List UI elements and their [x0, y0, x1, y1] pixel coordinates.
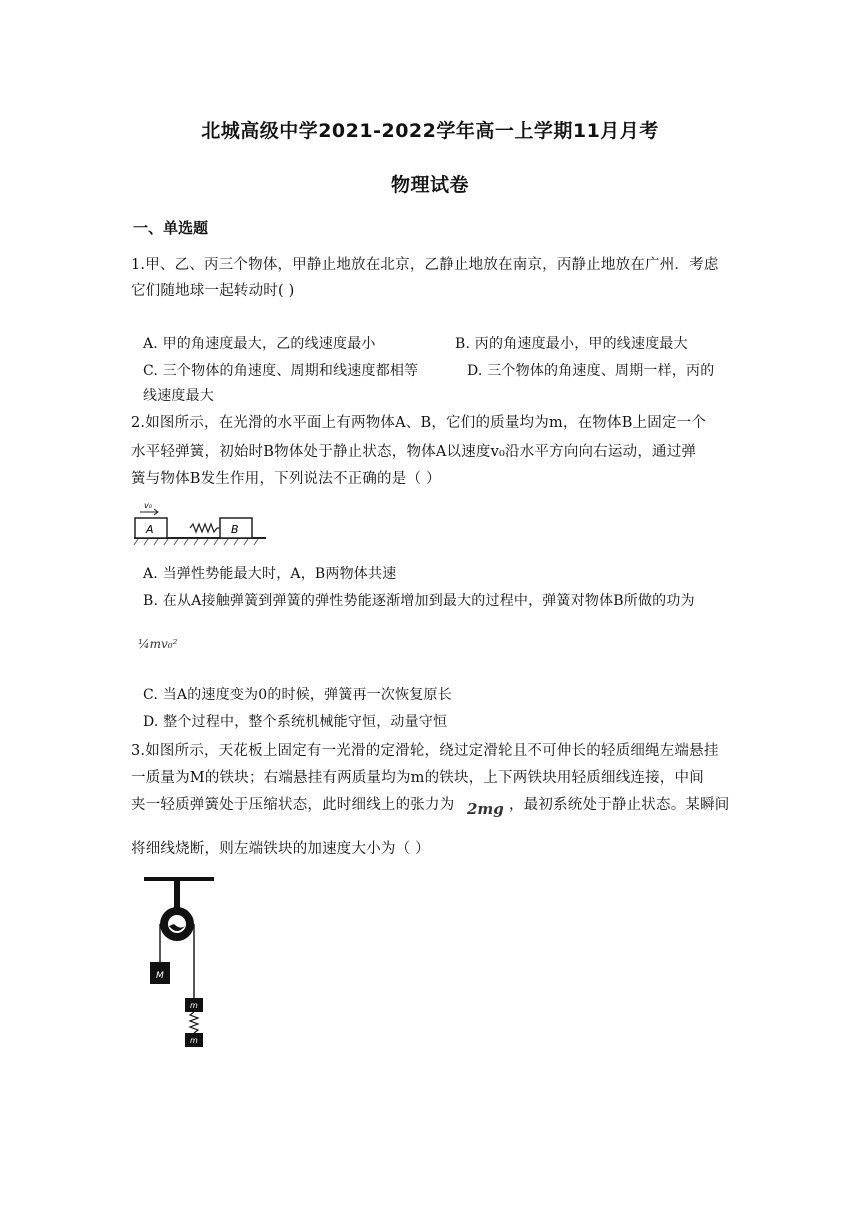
- q1-option-d: D. 三个物体的角速度、周期一样，丙的: [467, 363, 715, 379]
- q2-stem-line3: 簧与物体B发生作用，下列说法不正确的是（ ）: [131, 471, 441, 487]
- q3-figure-pulley: [138, 872, 228, 1054]
- ceiling: [144, 877, 214, 881]
- q2-stem-line1: 2.如图所示，在光滑的水平面上有两物体A、B，它们的质量均为m，在物体B上固定一个: [131, 415, 707, 431]
- q2-option-b-formula: ¼mv₀²: [138, 637, 178, 651]
- q1-option-d-cont: 线速度最大: [143, 388, 214, 404]
- q3-stem-line1: 3.如图所示，天花板上固定有一光滑的定滑轮，绕过定滑轮且不可伸长的轻质细绳左端悬挂: [131, 743, 719, 759]
- q3-stem-line3b: ，最初系统处于静止状态。某瞬间: [509, 797, 730, 813]
- q3-tension-formula: 2mg: [467, 800, 504, 818]
- q2-option-b: B. 在从A接触弹簧到弹簧的弹性势能逐渐增加到最大的过程中，弹簧对物体B所做的功为: [143, 593, 695, 609]
- exam-subtitle: 物理试卷: [390, 174, 469, 196]
- q1-option-c: C. 三个物体的角速度、周期和线速度都相等: [143, 363, 419, 379]
- q2-stem-line2: 水平轻弹簧，初始时B物体处于静止状态，物体A以速度v₀沿水平方向向右运动，通过弹: [131, 444, 697, 460]
- block-upper-m-label: m: [190, 1001, 198, 1010]
- block-big-m-label: M: [156, 971, 164, 981]
- spring: [190, 524, 217, 532]
- q1-stem-line1: 1.甲、乙、丙三个物体，甲静止地放在北京，乙静止地放在南京，丙静止地放在广州．考虑: [131, 257, 719, 273]
- q1-stem-line2: 它们随地球一起转动时( ): [131, 283, 295, 299]
- q2-figure-blocks-spring: [132, 500, 268, 546]
- q3-stem-line2: 一质量为M的铁块；右端悬挂有两质量均为m的铁块，上下两铁块用轻质细线连接，中间: [131, 770, 704, 786]
- q2-option-d: D. 整个过程中，整个系统机械能守恒，动量守恒: [143, 714, 448, 730]
- q3-stem-line3a: 夹一轻质弹簧处于压缩状态，此时细线上的张力为: [131, 797, 455, 813]
- q1-option-b: B. 丙的角速度最小，甲的线速度最大: [455, 336, 688, 352]
- q2-option-c: C. 当A的速度变为0的时候，弹簧再一次恢复原长: [143, 687, 452, 703]
- velocity-label: v₀: [144, 501, 152, 510]
- block-lower-m-label: m: [190, 1036, 198, 1045]
- block-b-label: B: [231, 523, 239, 536]
- q2-option-a: A. 当弹性势能最大时，A，B两物体共速: [143, 566, 397, 582]
- block-a-label: A: [146, 523, 154, 536]
- spring: [190, 1012, 198, 1033]
- q1-option-a: A. 甲的角速度最大，乙的线速度最小: [143, 336, 376, 352]
- section-heading: 一、单选题: [133, 219, 209, 237]
- q3-stem-line4: 将细线烧断，则左端铁块的加速度大小为（ ）: [131, 841, 430, 857]
- exam-title: 北城高级中学2021-2022学年高一上学期11月月考: [201, 120, 659, 142]
